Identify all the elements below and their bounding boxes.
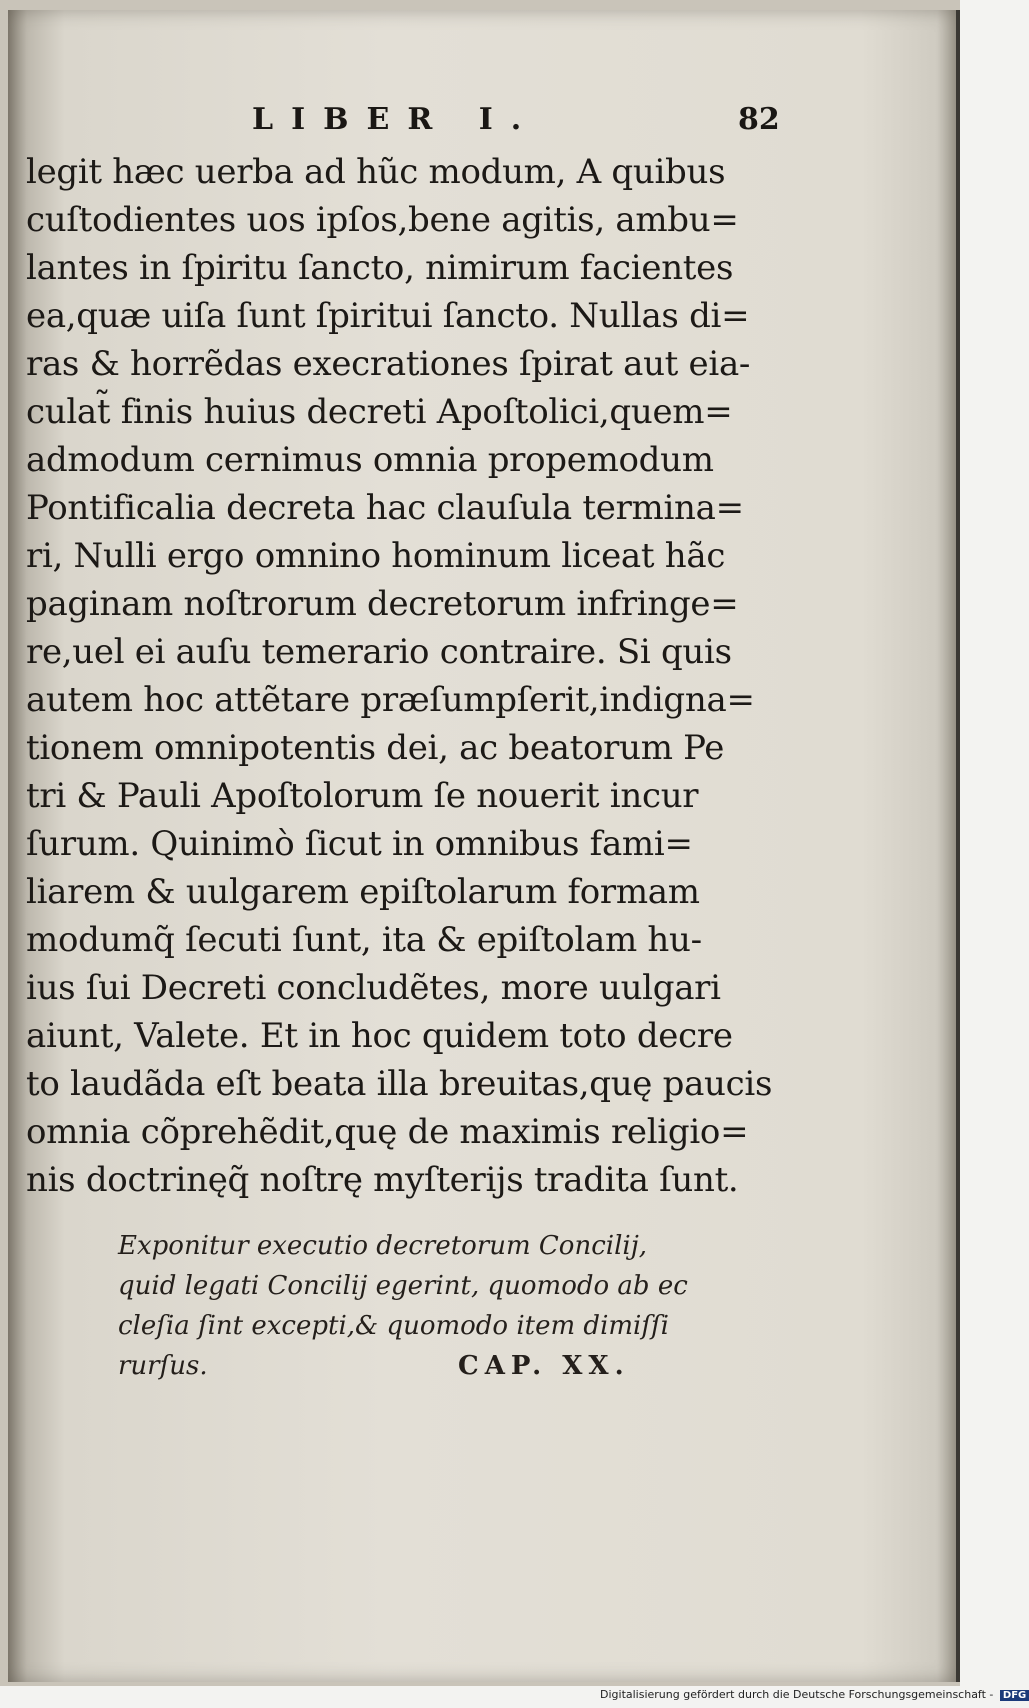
text-line: ius ſui Decreti concludẽtes, more uulgari [26,968,721,1008]
page-edge [956,10,960,1682]
text-line: aiunt, Valete. Et in hoc quidem toto decre [26,1016,733,1056]
text-line: ea,quæ uiſa ſunt ſpiritui ſancto. Nullas di= [26,296,750,336]
text-line: liarem & uulgarem epiſtolarum formam [26,872,700,912]
chapter-label: CAP. XX. [458,1351,630,1381]
running-head [8,102,788,142]
summary-line: cleſia ſint excepti,& quomodo item dimiſſi [118,1311,669,1341]
text-line: ras & horrẽdas execrationes ſpirat aut eia- [26,344,751,384]
text-line: admodum cernimus omnia propemodum [26,440,714,480]
running-head-title: LIBER I. [252,102,540,137]
page-number: 82 [738,102,780,137]
text-line: cuſtodientes uos ipſos,bene agitis, ambu= [26,200,739,240]
body-text [26,148,796,1204]
summary-line: quid legati Concilij egerint, quomodo ab ec [118,1271,688,1301]
text-line: paginam noſtrorum decretorum infringe= [26,584,739,624]
text-line: culat̃ finis huius decreti Apoſtolici,quem= [26,392,733,432]
summary-line-last [118,1346,718,1386]
credit-text: Digitalisierung gefördert durch die Deutsche Forschungsgemeinschaft - [600,1688,994,1701]
text-line: ri, Nulli ergo omnino hominum liceat hãc [26,536,726,576]
dfg-logo: DFG [1000,1690,1029,1701]
text-line: omnia cõprehẽdit,quę de maximis religio= [26,1112,749,1152]
text-line: tri & Pauli Apoſtolorum ſe nouerit incur [26,776,699,816]
summary-line: rurſus. [118,1351,208,1381]
text-line: nis doctrinęq̃ noſtrę myſterijs tradita ſunt. [26,1160,739,1200]
text-line: lantes in ſpiritu ſancto, nimirum facientes [26,248,734,288]
chapter-summary [118,1226,718,1386]
text-line: modumq̃ ſecuti ſunt, ita & epiſtolam hu- [26,920,702,960]
text-line: ſurum. Quinimò ſicut in omnibus fami= [26,824,693,864]
text-line: Pontificalia decreta hac clauſula termina= [26,488,744,528]
text-line: re,uel ei auſu temerario contraire. Si quis [26,632,732,672]
text-line: autem hoc attẽtare præſumpſerit,indigna= [26,680,755,720]
book-page [8,10,956,1682]
summary-line: Exponitur executio decretorum Concilij, [118,1231,648,1261]
digitization-credit [600,1688,1027,1706]
text-line: to laudãda eſt beata illa breuitas,quę paucis [26,1064,773,1104]
text-line: legit hæc uerba ad hũc modum, A quibus [26,152,726,192]
text-line: tionem omnipotentis dei, ac beatorum Pe [26,728,725,768]
